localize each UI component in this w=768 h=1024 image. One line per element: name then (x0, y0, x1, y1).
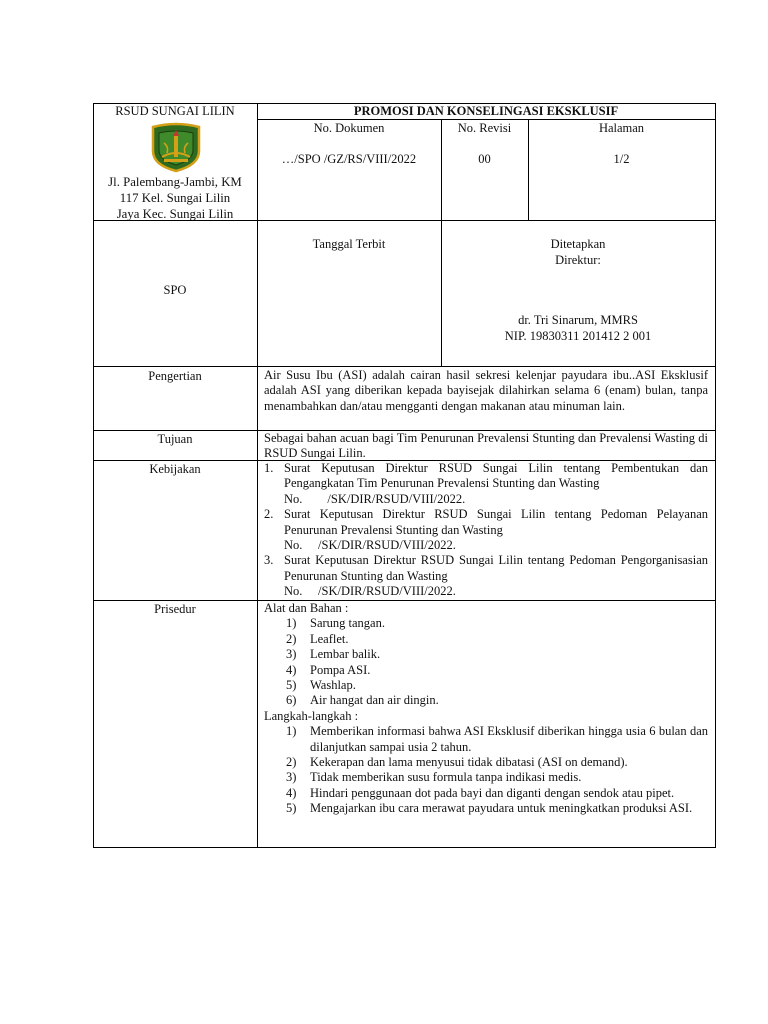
list-item (286, 770, 708, 785)
director-name: dr. Tri Sinarum, MMRS (518, 313, 638, 327)
list-item (264, 553, 708, 599)
list-item-text: Pompa ASI. (310, 662, 371, 677)
list-item-text: Surat Keputusan Direktur RSUD Sungai Lilin tentang Pedoman Pelayanan Penurunan Prevalensi Stunting dan Wasting (284, 507, 708, 537)
steps-list (264, 724, 708, 816)
hospital-address (93, 174, 257, 222)
list-item (286, 631, 708, 647)
list-item (286, 755, 708, 770)
spo-label: SPO (163, 283, 187, 297)
pengertian-text: Air Susu Ibu (ASI) adalah cairan hasil sekresi kelenjar payudara ibu..ASI Eksklusif adalah ASI yang diberikan kepada bayisejak dilahirkan selama 6 (enam) bulan, tanpa menambahkan dan/atau mengganti dengan makanan atau minuman lain. (264, 368, 708, 413)
doc-no-label: No. Dokumen (313, 121, 385, 135)
prosedur-label: Prisedur (154, 602, 196, 616)
tools-heading: Alat dan Bahan : (264, 601, 349, 615)
steps-heading: Langkah-langkah : (264, 708, 359, 723)
list-number: 3) (286, 647, 297, 662)
list-item-text: Washlap. (310, 678, 356, 693)
list-item (286, 801, 708, 816)
page-value: 1/2 (613, 152, 630, 166)
list-item-text: Hindari penggunaan dot pada bayi dan diganti dengan sendok atau pipet. (310, 785, 675, 800)
set-by-label: Ditetapkan (550, 237, 606, 251)
hospital-name: RSUD SUNGAI LILIN (115, 104, 235, 118)
kebijakan-list (264, 461, 708, 600)
kebijakan-label: Kebijakan (149, 462, 201, 476)
list-number: 1) (286, 724, 297, 739)
tujuan-text: Sebagai bahan acuan bagi Tim Penurunan Prevalensi Stunting dan Prevalensi Wasting di RSUD Sungai Lilin. (264, 431, 708, 461)
list-item (286, 662, 708, 678)
list-item-text: Sarung tangan. (310, 616, 385, 631)
list-item (286, 678, 708, 693)
list-item (264, 461, 708, 507)
list-number: 3) (286, 770, 297, 785)
issue-date-label: Tanggal Terbit (312, 237, 386, 251)
list-number: 3. (264, 553, 274, 568)
list-item-text: Tidak memberikan susu formula tanpa indikasi medis. (310, 770, 582, 785)
list-item (286, 647, 708, 662)
prosedur-content (264, 601, 708, 817)
list-item-number-ref: No. /SK/DIR/RSUD/VIII/2022. (284, 491, 466, 506)
pengertian-label: Pengertian (148, 369, 202, 383)
list-number: 1. (264, 461, 274, 475)
director-nip: NIP. 19830311 201412 2 001 (504, 329, 652, 343)
list-item-text: Surat Keputusan Direktur RSUD Sungai Lilin tentang Pedoman Pengorganisasian Penurunan Stunting dan Wasting (284, 553, 708, 583)
list-number: 2. (264, 507, 274, 522)
list-item (286, 693, 708, 708)
list-item (286, 724, 708, 755)
hospital-emblem-icon (150, 121, 202, 173)
doc-no-value: …/SPO /GZ/RS/VIII/2022 (281, 152, 417, 166)
list-item-text: Kekerapan dan lama menyusui tidak dibatasi (ASI on demand). (310, 755, 628, 770)
list-item-text: Leaflet. (310, 631, 349, 646)
list-item-text: Surat Keputusan Direktur RSUD Sungai Lilin tentang Pembentukan dan Pengangkatan Tim Penurunan Prevalensi Stunting dan Wasting (284, 461, 708, 491)
document-title: PROMOSI DAN KONSELINGASI EKSKLUSIF (353, 104, 619, 118)
director-label: Direktur: (555, 253, 601, 267)
list-number: 2) (286, 631, 297, 646)
list-number: 5) (286, 801, 297, 816)
tools-list (264, 616, 708, 708)
list-item (264, 507, 708, 553)
list-number: 5) (286, 678, 297, 693)
revision-label: No. Revisi (457, 121, 512, 135)
list-number: 4) (286, 662, 297, 677)
list-number: 2) (286, 755, 297, 770)
list-item-number-ref: No. /SK/DIR/RSUD/VIII/2022. (284, 584, 456, 599)
page-label: Halaman (598, 121, 645, 135)
list-number: 1) (286, 616, 297, 631)
address-line-2: 117 Kel. Sungai Lilin (119, 191, 231, 205)
address-line-1: Jl. Palembang-Jambi, KM (108, 175, 242, 189)
list-number: 4) (286, 785, 297, 800)
list-item-number-ref: No. /SK/DIR/RSUD/VIII/2022. (284, 538, 456, 553)
address-line-3: Jaya Kec. Sungai Lilin (116, 207, 234, 221)
list-item (286, 785, 708, 801)
revision-value: 00 (478, 152, 491, 166)
list-item-text: Memberikan informasi bahwa ASI Eksklusif diberikan hingga usia 6 bulan dan dilanjutkan sampai usia 2 tahun. (310, 724, 708, 754)
list-item-text: Mengajarkan ibu cara merawat payudara untuk meningkatkan produksi ASI. (310, 801, 693, 816)
tujuan-label: Tujuan (157, 432, 193, 446)
list-item (286, 616, 708, 631)
list-item-text: Lembar balik. (310, 647, 381, 662)
list-item-text: Air hangat dan air dingin. (310, 693, 439, 708)
list-number: 6) (286, 693, 297, 708)
